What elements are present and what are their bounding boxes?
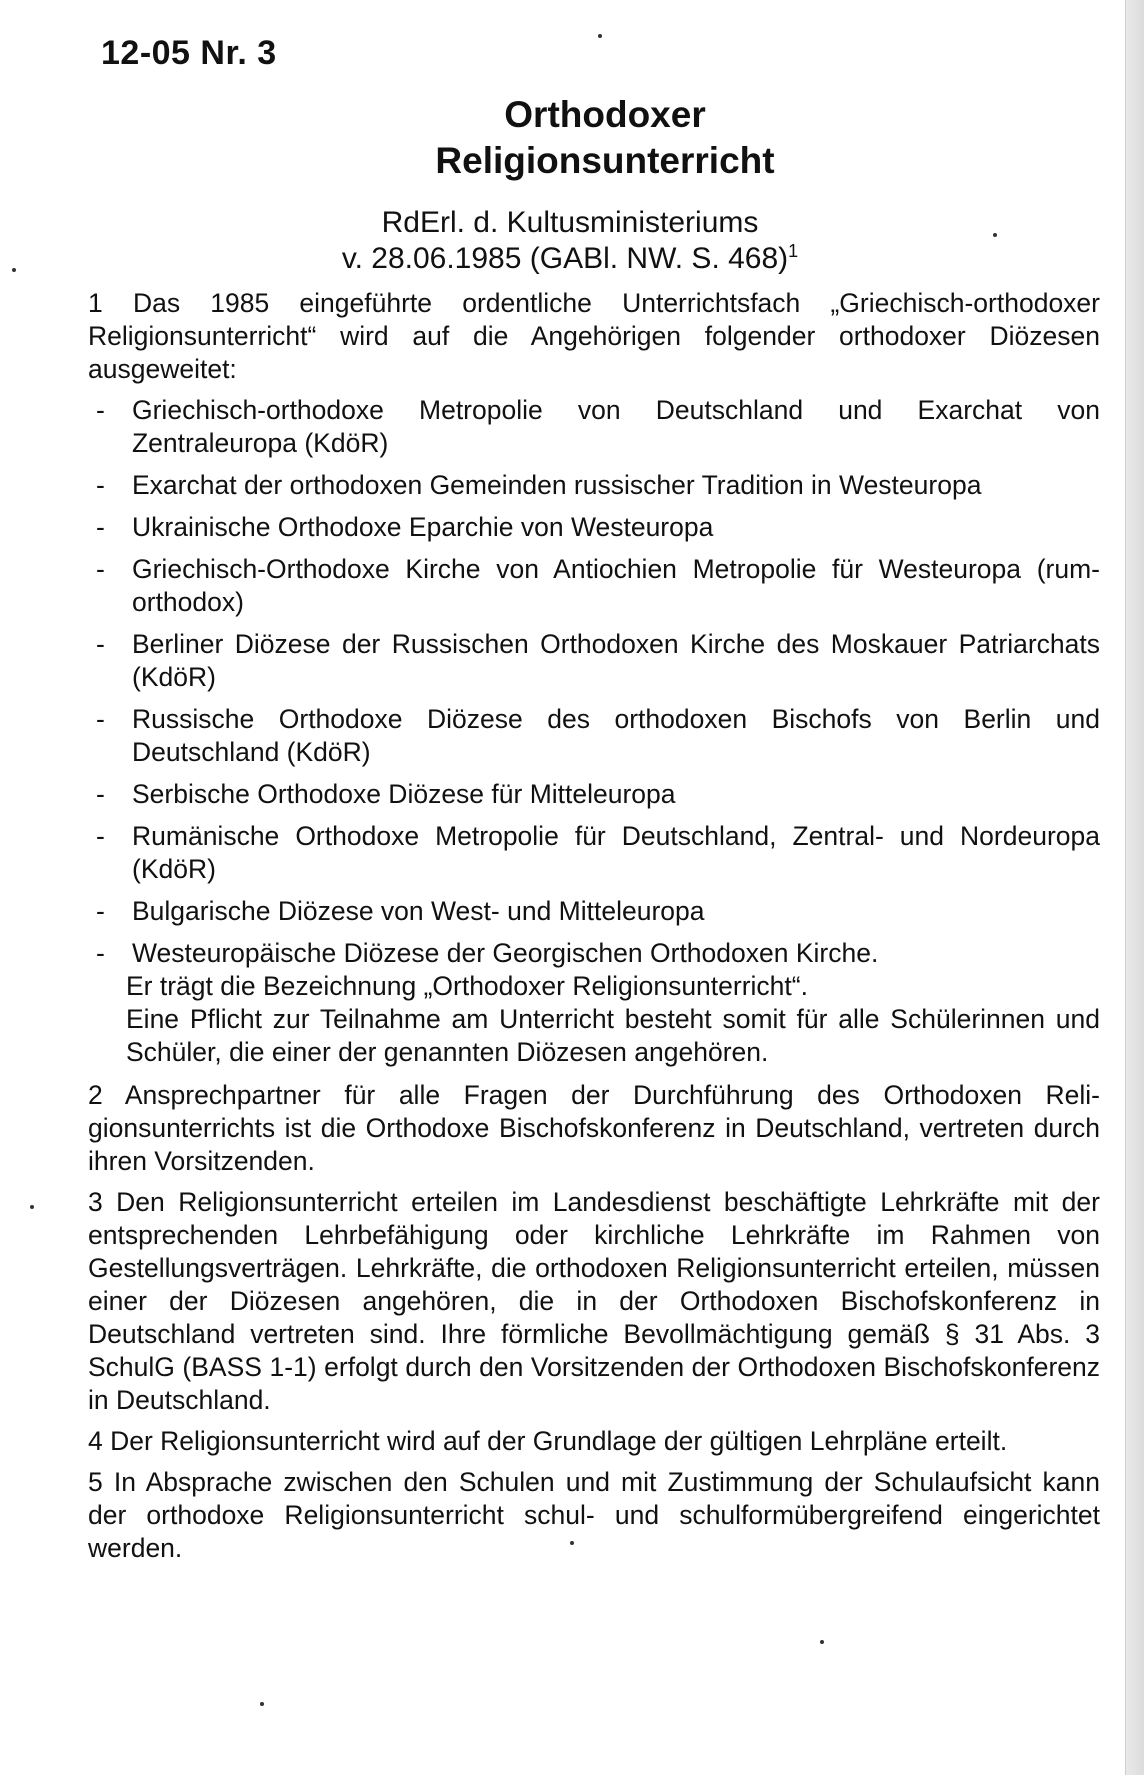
- footnote-marker: 1: [788, 241, 799, 261]
- scan-speck: [260, 1702, 264, 1706]
- list-item-text: Griechisch-Orthodoxe Kirche von Antiochien Metropolie für Westeuropa (rum-orthodox): [132, 554, 1100, 617]
- list-bullet: -: [96, 821, 105, 851]
- scan-speck: [993, 233, 997, 237]
- list-item: [88, 394, 1100, 460]
- list-item-text: Bulgarische Diözese von West- und Mitteleuropa: [132, 896, 705, 926]
- list-bullet: -: [96, 779, 105, 809]
- list-item: [88, 937, 1100, 970]
- document-title: [300, 92, 910, 184]
- section-5: 5 In Absprache zwischen den Schulen und mit Zustimmung der Schulaufsicht kann der orthodoxe Religionsunterricht schul- und schulformübergreifend eingerichtet werden.: [88, 1467, 1100, 1563]
- scan-edge-strip: [1125, 0, 1144, 1775]
- list-item: [88, 469, 1100, 502]
- decree-line-2: [250, 241, 890, 277]
- list-item: [88, 778, 1100, 811]
- list-item: [88, 511, 1100, 544]
- section-1-notes: [88, 970, 1100, 1069]
- list-bullet: -: [96, 470, 105, 500]
- list-item-text: Serbische Orthodoxe Diözese für Mitteleuropa: [132, 779, 676, 809]
- section-4: 4 Der Religionsunterricht wird auf der Grundlage der gültigen Lehrpläne erteilt.: [88, 1426, 1008, 1456]
- list-item-text: Westeuropäische Diözese der Georgischen Orthodoxen Kirche.: [132, 938, 879, 968]
- diocese-list: [88, 394, 1100, 970]
- title-line-1: Orthodoxer: [504, 94, 706, 135]
- list-bullet: -: [96, 629, 105, 659]
- list-item-text: Russische Orthodoxe Diözese des orthodoxen Bischofs von Berlin und Deutschland (KdöR): [132, 704, 1100, 767]
- document-number: 12-05 Nr. 3: [101, 34, 277, 72]
- title-line-2: Religionsunterricht: [435, 140, 775, 181]
- list-bullet: -: [96, 704, 105, 734]
- list-item-text: Berliner Diözese der Russischen Orthodoxen Kirche des Moskauer Patriarchats (KdöR): [132, 629, 1100, 692]
- obligation-text: Eine Pflicht zur Teilnahme am Unterricht besteht somit für alle Schülerinnen und Schüler, die einer der genannten Diözesen angehören.: [126, 1004, 1100, 1067]
- list-item: [88, 820, 1100, 886]
- list-bullet: -: [96, 938, 105, 968]
- list-item-text: Exarchat der orthodoxen Gemeinden russischer Tradition in Westeuropa: [132, 470, 982, 500]
- decree-reference: [250, 205, 890, 277]
- scan-speck: [570, 1541, 574, 1545]
- list-item: [88, 703, 1100, 769]
- list-item: [88, 553, 1100, 619]
- list-item-text: Rumänische Orthodoxe Metropolie für Deutschland, Zentral- und Nordeuropa (KdöR): [132, 821, 1100, 884]
- list-item: [88, 895, 1100, 928]
- list-bullet: -: [96, 512, 105, 542]
- section-3: 3 Den Religionsunterricht erteilen im Landesdienst beschäftigte Lehrkräfte mit der entsprechenden Lehrbefähigung oder kirchliche Lehrkräfte im Rahmen von Gestellungsverträgen. Lehrkräfte, die orthodoxen Religionsunterricht erteilen, müssen einer der Diözesen angehören, die in der Orthodoxen Bischofskonferenz in Deutschland vertreten sind. Ihre förmliche Bevollmächtigung gemäß § 31 Abs. 3 SchulG (BASS 1-1) erfolgt durch den Vorsitzenden der Orthodoxen Bischofskonferenz in Deutschland.: [88, 1187, 1100, 1415]
- list-bullet: -: [96, 554, 105, 584]
- scan-speck: [30, 1205, 34, 1209]
- scan-speck: [12, 268, 16, 272]
- document-body: [88, 287, 1100, 1573]
- list-bullet: -: [96, 896, 105, 926]
- section-1-intro: 1 Das 1985 eingeführte ordentliche Unterrichtsfach „Griechisch-orthodoxer Religionsunterricht“ wird auf die Angehörigen folgender orthodoxer Diözesen ausgeweitet:: [88, 288, 1100, 384]
- scan-speck: [820, 1640, 824, 1644]
- decree-line-1: RdErl. d. Kultusministeriums: [381, 206, 759, 239]
- designation-text: Er trägt die Bezeichnung „Orthodoxer Religionsunterricht“.: [126, 971, 808, 1001]
- scan-speck: [598, 34, 602, 38]
- section-2: 2 Ansprechpartner für alle Fragen der Durchführung des Orthodoxen Religionsunterrichts ist die Orthodoxe Bischofskonferenz in Deutschland, vertreten durch ihren Vorsitzenden.: [88, 1080, 1100, 1176]
- list-bullet: -: [96, 395, 105, 425]
- decree-date-source: v. 28.06.1985 (GABl. NW. S. 468): [341, 242, 789, 275]
- list-item-text: Griechisch-orthodoxe Metropolie von Deutschland und Exarchat von Zentraleuropa (KdöR): [132, 395, 1100, 458]
- list-item-text: Ukrainische Orthodoxe Eparchie von Westeuropa: [132, 512, 714, 542]
- list-item: [88, 628, 1100, 694]
